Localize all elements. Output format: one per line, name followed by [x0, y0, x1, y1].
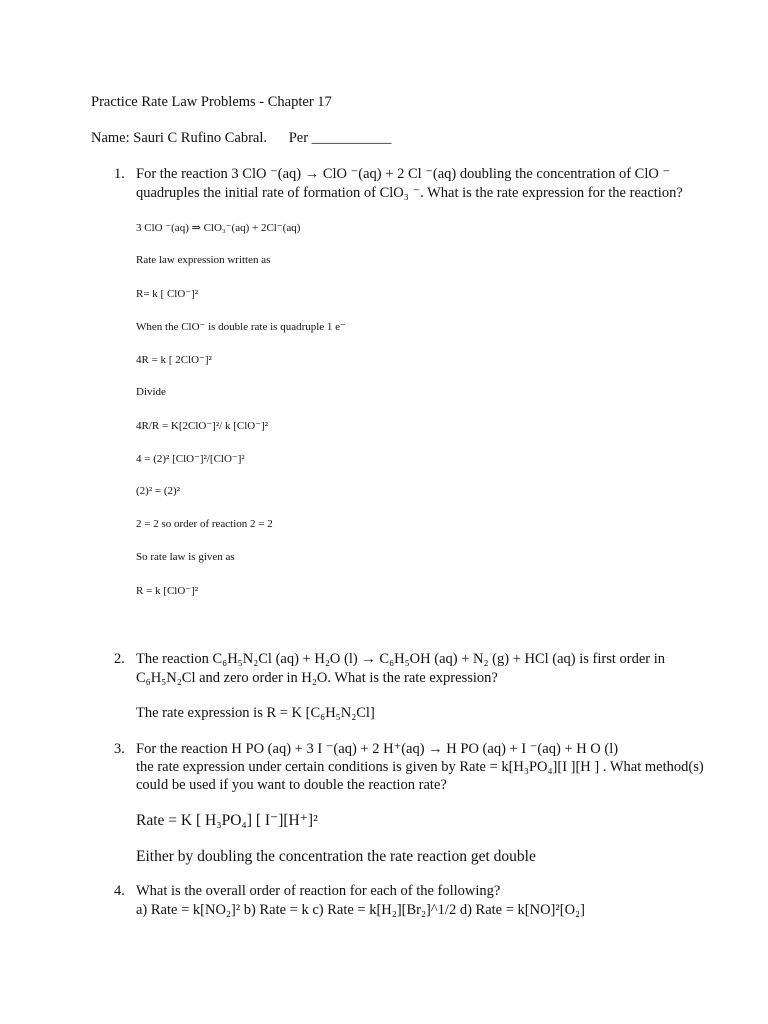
q3-text-line1: For the reaction H PO (aq) + 3 I ⁻(aq) + 2 H⁺(aq) → H PO (aq) + I ⁻(aq) + H O (l) — [136, 741, 619, 757]
q3-text-line3: could be used if you want to double the reaction rate? — [136, 777, 447, 793]
q1-answer-equation: 3 ClO ⁻(aq) ⇒ ClO₃⁻(aq) + 2Cl⁻(aq) — [136, 222, 301, 234]
q1-text-line1: For the reaction 3 ClO ⁻(aq) → ClO ⁻(aq) + 2 Cl ⁻(aq) doubling the concentration of ClO ⁻ — [136, 166, 671, 182]
name-line: Name: Sauri C Rufino Cabral. Per ___________ — [91, 130, 392, 146]
q1-answer-4r: 4R = k [ 2ClO⁻]² — [136, 354, 212, 366]
q4-text-line2: a) Rate = k[NO₂]² b) Rate = k c) Rate = k[H₂][Br₂]^1/2 d) Rate = k[NO]²[O₂] — [136, 902, 585, 918]
q1-answer-final: R = k [ClO⁻]² — [136, 585, 199, 597]
q3-answer-method: Either by doubling the concentration the rate reaction get double — [136, 848, 536, 865]
q1-answer-rate-law: R= k [ ClO⁻]² — [136, 288, 199, 300]
q1-answer-simplify: 4 = (2)² [ClO⁻]²/[ClO⁻]² — [136, 453, 245, 465]
q1-answer-equality: (2)² = (2)² — [136, 485, 180, 497]
q1-answer-divide: Divide — [136, 386, 166, 398]
q2-text-line1: The reaction C₆H₅N₂Cl (aq) + H₂O (l) → C₆H₅OH (aq) + N₂ (g) + HCl (aq) is first order in — [136, 651, 666, 667]
q1-text-line2: quadruples the initial rate of formation of ClO₃ ⁻. What is the rate expression for the reaction? — [136, 185, 683, 201]
q1-number: 1. — [114, 166, 125, 182]
q4-number: 4. — [114, 883, 125, 899]
q3-number: 3. — [114, 741, 125, 757]
q2-text-line2: C₆H₅N₂Cl and zero order in H₂O. What is the rate expression? — [136, 670, 498, 686]
q1-answer-rate-law-label: Rate law expression written as — [136, 254, 271, 266]
q4-text-line1: What is the overall order of reaction for each of the following? — [136, 883, 501, 899]
page-title: Practice Rate Law Problems - Chapter 17 — [91, 94, 332, 110]
q1-answer-note: When the ClO⁻ is double rate is quadruple 1 e⁻ — [136, 321, 346, 333]
q1-answer-order: 2 = 2 so order of reaction 2 = 2 — [136, 518, 273, 530]
q2-number: 2. — [114, 651, 125, 667]
q1-answer-conclusion-label: So rate law is given as — [136, 551, 235, 563]
q1-answer-ratio: 4R/R = K[2ClO⁻]²/ k [ClO⁻]² — [136, 420, 268, 432]
q2-answer: The rate expression is R = K [C₆H₅N₂Cl] — [136, 705, 375, 721]
q3-answer-rate: Rate = K [ H₃PO₄] [ I⁻][H⁺]² — [136, 812, 318, 829]
q3-text-line2: the rate expression under certain conditions is given by Rate = k[H₃PO₄][I ][H ] . What method(s) — [136, 759, 704, 775]
